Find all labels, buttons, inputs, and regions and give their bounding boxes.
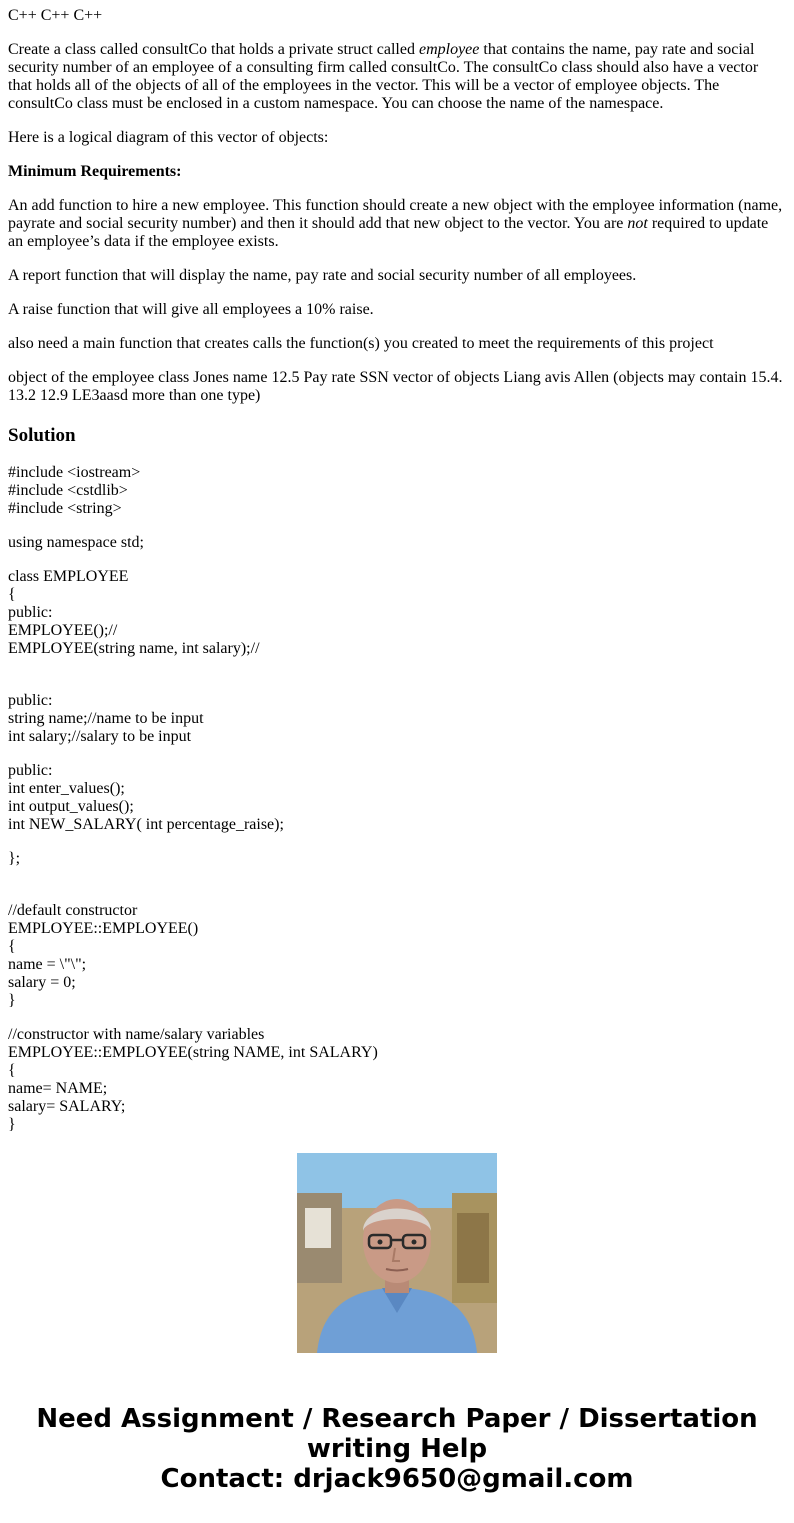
portrait-image [297, 1153, 497, 1353]
code-line: } [8, 1116, 16, 1133]
employee-emphasis: employee [418, 41, 480, 58]
code-line: name = \"\"; [8, 956, 87, 973]
code-line: EMPLOYEE(string name, int salary);// [8, 640, 260, 657]
code-line: salary = 0; [8, 974, 76, 991]
code-line: EMPLOYEE();// [8, 622, 118, 639]
contact-banner [0, 1404, 794, 1494]
code-line: { [8, 938, 16, 955]
code-line: int salary;//salary to be input [8, 728, 192, 745]
code-line: #include <iostream> [8, 464, 141, 481]
code-group [8, 902, 784, 1010]
code-line: class EMPLOYEE [8, 568, 129, 585]
diagram-text: object of the employee class Jones name 12.5 Pay rate SSN vector of objects Liang avis Allen (objects may contain 15.4. 13.2 12.9 LE3aasd more than one type) [8, 369, 783, 404]
code-line: name= NAME; [8, 1080, 108, 1097]
code-line: string name;//name to be input [8, 710, 204, 727]
cta-line-3: Contact: drjack9650@gmail.com [160, 1464, 634, 1494]
report-function-paragraph: A report function that will display the name, pay rate and social security number of all employees. [8, 267, 637, 284]
code-line [8, 658, 784, 676]
code-line: public: [8, 604, 53, 621]
code-group [8, 692, 784, 746]
author-avatar [297, 1153, 497, 1353]
code-line: using namespace std; [8, 534, 144, 551]
code-line: #include <string> [8, 500, 122, 517]
not-emphasis: not [627, 215, 648, 232]
min-requirements-heading: Minimum Requirements: [8, 163, 182, 180]
code-line: }; [8, 850, 21, 867]
code-line: { [8, 1062, 16, 1079]
code-group [8, 568, 784, 676]
code-line [8, 868, 784, 886]
raise-function-paragraph: A raise function that will give all employees a 10% raise. [8, 301, 374, 318]
code-line: EMPLOYEE::EMPLOYEE(string NAME, int SALARY) [8, 1044, 378, 1061]
code-line: EMPLOYEE::EMPLOYEE() [8, 920, 199, 937]
code-line: int enter_values(); [8, 780, 125, 797]
code-line: int NEW_SALARY( int percentage_raise); [8, 816, 284, 833]
code-line: public: [8, 762, 53, 779]
cta-line-1: Need Assignment / Research Paper / Dissertation [36, 1404, 758, 1434]
main-function-paragraph: also need a main function that creates calls the function(s) you created to meet the requirements of this project [8, 335, 714, 352]
topline: C++ C++ C++ [8, 7, 103, 24]
code-line: //constructor with name/salary variables [8, 1026, 265, 1043]
solution-code [8, 464, 784, 1133]
solution-heading: Solution [8, 425, 76, 446]
code-group [8, 534, 784, 552]
add-function-paragraph: An add function to hire a new employee. This function should create a new object with the employee information (name, payrate and social security number) and then it should add that new object to the vector. You are not required to update an employee’s data if the employee exists. [8, 197, 783, 250]
intro-paragraph: Create a class called consultCo that holds a private struct called employee that contains the name, pay rate and social security number of an employee of a consulting firm called consultCo. The consultCo class should also have a vector that holds all of the objects of all of the employees in the vector. This will be a vector of employee objects. The consultCo class must be enclosed in a custom namespace. You can choose the name of the namespace. [8, 41, 759, 112]
code-group [8, 1026, 784, 1134]
code-line: { [8, 586, 16, 603]
code-group [8, 762, 784, 834]
diagram-intro: Here is a logical diagram of this vector of objects: [8, 129, 329, 146]
code-group [8, 850, 784, 886]
code-line: #include <cstdlib> [8, 482, 128, 499]
code-line: int output_values(); [8, 798, 134, 815]
code-line: salary= SALARY; [8, 1098, 126, 1115]
code-line: } [8, 992, 16, 1009]
code-line: public: [8, 692, 53, 709]
cta-line-2: writing Help [306, 1434, 488, 1464]
code-line: //default constructor [8, 902, 138, 919]
code-group [8, 464, 784, 518]
question-body [8, 7, 784, 463]
